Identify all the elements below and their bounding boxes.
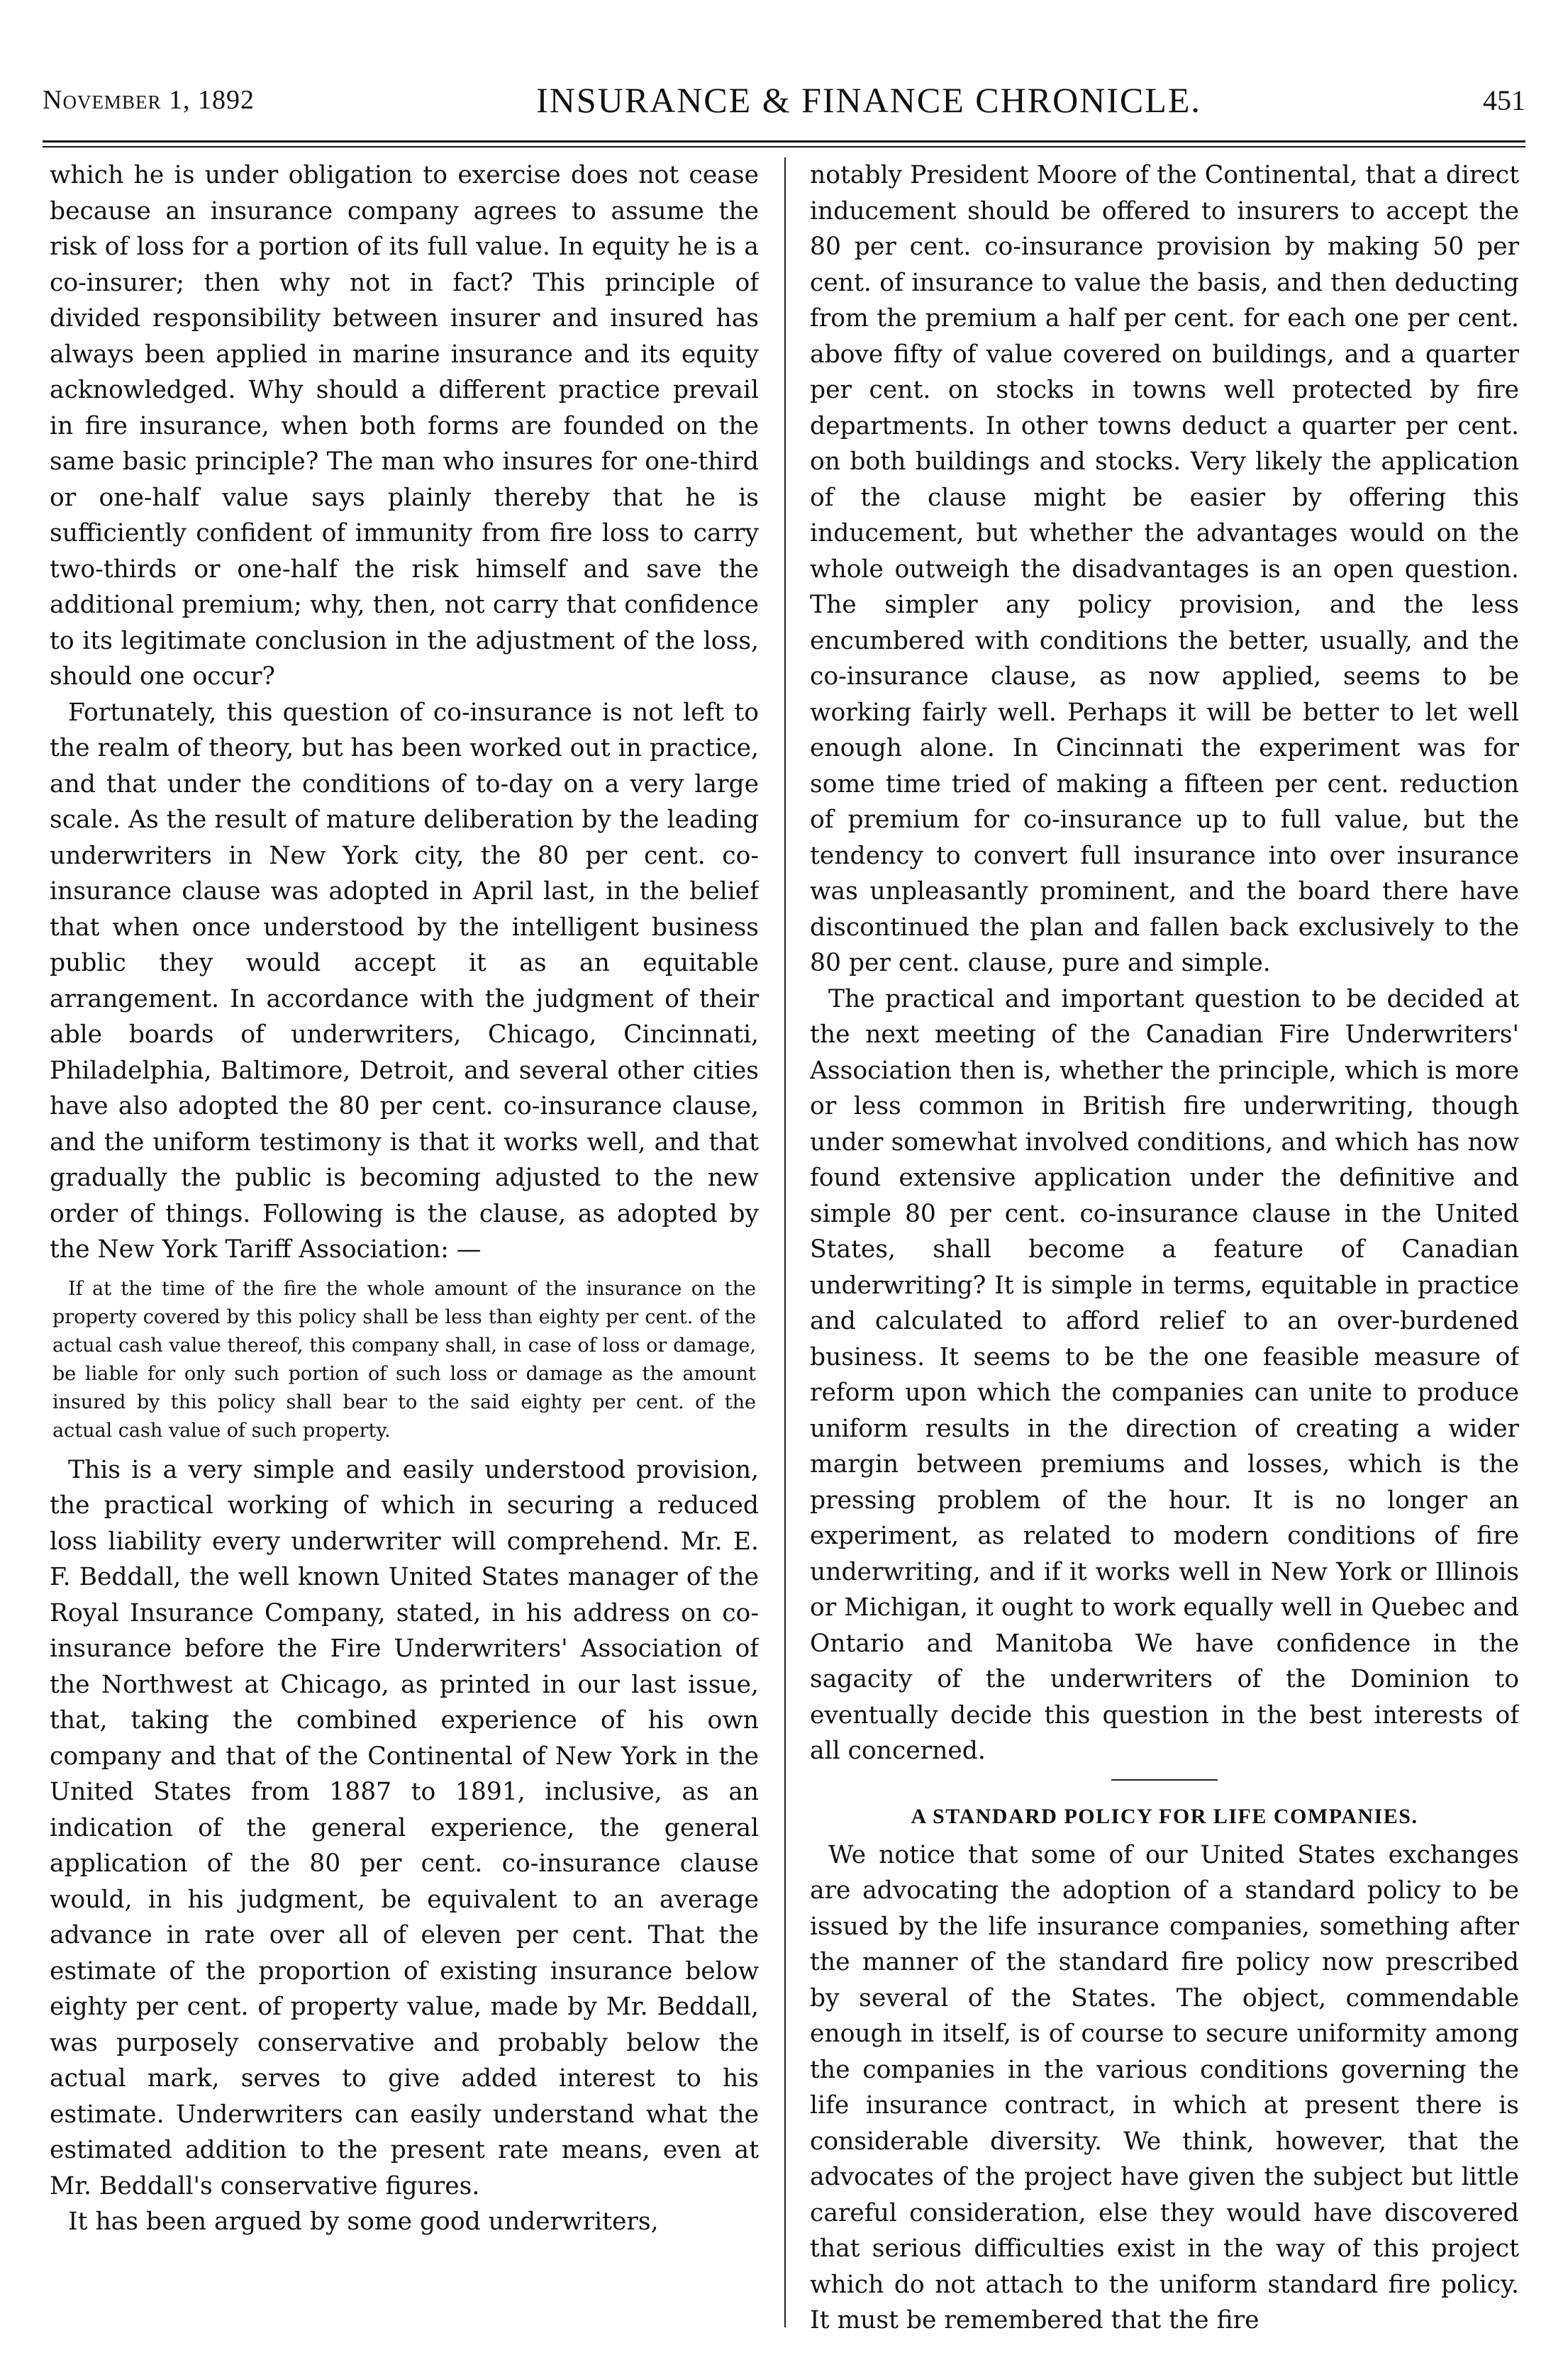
header-rule-thick	[43, 140, 1525, 143]
column-divider	[784, 157, 786, 2327]
clause-quotation	[52, 1275, 756, 1445]
page-number: 451	[1482, 84, 1525, 116]
paragraph: We notice that some of our United States exchanges are advocating the adoption of a standard policy to be issued by the life insurance companies, something after the manner of the standard fire policy now prescribed by several of the States. The object, commendable enough in itself, is of course to secure uniformity among the companies in the various conditions governing the life insurance contract, in which at present there is considerable diversity. We think, however, that the advocates of the project have given the subject but little careful consideration, else they would have discovered that serious difficulties exist in the way of this project which do not attach to the uniform standard fire policy. It must be remembered that the fire	[810, 1840, 1519, 2334]
section-heading: A STANDARD POLICY FOR LIFE COMPANIES.	[911, 1804, 1418, 1828]
page-header	[43, 68, 1525, 132]
paragraph: Fortunately, this question of co-insurance is not left to the realm of theory, but has been worked out in practice, and that under the conditions of to-day on a very large scale. As the result of mature deliberation by the leading underwriters in New York city, the 80 per cent. co-insurance clause was adopted in April last, in the belief that when once understood by the intelligent business public they would accept it as an equitable arrangement. In accordance with the judgment of their able boards of underwriters, Chicago, Cincinnati, Philadelphia, Baltimore, Detroit, and several other cities have also adopted the 80 per cent. co-insurance clause, and the uniform testimony is that it works well, and that gradually the public is becoming adjusted to the new order of things. Following is the clause, as adopted by the New York Tariff Association: —	[50, 698, 759, 1264]
paragraph: which he is under obligation to exercise does not cease because an insurance company agrees to assume the risk of loss for a portion of its full value. In equity he is a co-insurer; then why not in fact? This principle of divided responsibility between insurer and insured has always been applied in marine insurance and its equity acknowledged. Why should a different practice prevail in fire insurance, when both forms are founded on the same basic principle? The man who insures for one-third or one-half value says plainly thereby that he is sufficiently confident of immunity from fire loss to carry two-thirds or one-half the risk himself and save the additional premium; why, then, not carry that confidence to its legitimate conclusion in the adjustment of the loss, should one occur?	[50, 161, 759, 691]
paragraph: It has been argued by some good underwriters,	[68, 2208, 659, 2236]
right-column	[810, 157, 1519, 2334]
left-column	[50, 157, 759, 2334]
article-columns	[50, 157, 1518, 2334]
publication-title: INSURANCE & FINANCE CHRONICLE.	[536, 80, 1201, 120]
clause-text: If at the time of the fire the whole amount of the insurance on the property covered by this policy shall be less than eighty per cent. of the actual cash value thereof, this company shall, in case of loss or damage, be liable for only such portion of such loss or damage as the amount insured by this policy shall bear to the said eighty per cent. of the actual cash value of such property.	[52, 1277, 756, 1442]
issue-date: November 1, 1892	[43, 85, 255, 115]
paragraph: This is a very simple and easily understood provision, the practical working of which in securing a reduced loss liability every underwriter will comprehend. Mr. E. F. Beddall, the well known United States manager of the Royal Insurance Company, stated, in his address on co-insurance before the Fire Underwriters' Association of the Northwest at Chicago, as printed in our last issue, that, taking the combined experience of his own company and that of the Continental of New York in the United States from 1887 to 1891, inclusive, as an indication of the general experience, the general application of the 80 per cent. co-insurance clause would, in his judgment, be equivalent to an average advance in rate over all of eleven per cent. That the estimate of the proportion of existing insurance below eighty per cent. of property value, made by Mr. Beddall, was purposely conservative and probably below the actual mark, serves to give added interest to his estimate. Underwriters can easily understand what the estimated addition to the present rate means, even at Mr. Beddall's conservative figures.	[50, 1455, 759, 2200]
header-rule-thin	[43, 146, 1525, 147]
paragraph: notably President Moore of the Continental, that a direct inducement should be offered to insurers to accept the 80 per cent. co-insurance provision by making 50 per cent. of insurance to value the basis, and then deducting from the premium a half per cent. for each one per cent. above fifty of value covered on buildings, and a quarter per cent. on stocks in towns well protected by fire departments. In other towns deduct a quarter per cent. on both buildings and stocks. Very likely the application of the clause might be easier by offering this inducement, but whether the advantages would on the whole outweigh the disadvantages is an open question. The simpler any policy provision, and the less encumbered with conditions the better, usually, and the co-insurance clause, as now applied, seems to be working fairly well. Perhaps it will be better to let well enough alone. In Cincinnati the experiment was for some time tried of making a fifteen per cent. reduction of premium for co-insurance up to full value, but the tendency to convert full insurance into over insurance was unpleasantly prominent, and the board there have discontinued the plan and fallen back exclusively to the 80 per cent. clause, pure and simple.	[810, 161, 1519, 977]
paragraph: The practical and important question to be decided at the next meeting of the Canadian Fire Underwriters' Association then is, whether the principle, which is more or less common in British fire underwriting, though under somewhat involved conditions, and which has now found extensive application under the definitive and simple 80 per cent. co-insurance clause in the United States, shall become a feature of Canadian underwriting? It is simple in terms, equitable in practice and calculated to afford relief to an over-burdened business. It seems to be the one feasible measure of reform upon which the companies can unite to produce uniform results in the direction of creating a wider margin between premiums and losses, which is the pressing problem of the hour. It is no longer an experiment, as related to modern conditions of fire underwriting, and if it works well in New York or Illinois or Michigan, it ought to work equally well in Quebec and Ontario and Manitoba We have confidence in the sagacity of the underwriters of the Dominion to eventually decide this question in the best interests of all concerned.	[810, 984, 1519, 1765]
article-end-rule	[1111, 1779, 1218, 1781]
